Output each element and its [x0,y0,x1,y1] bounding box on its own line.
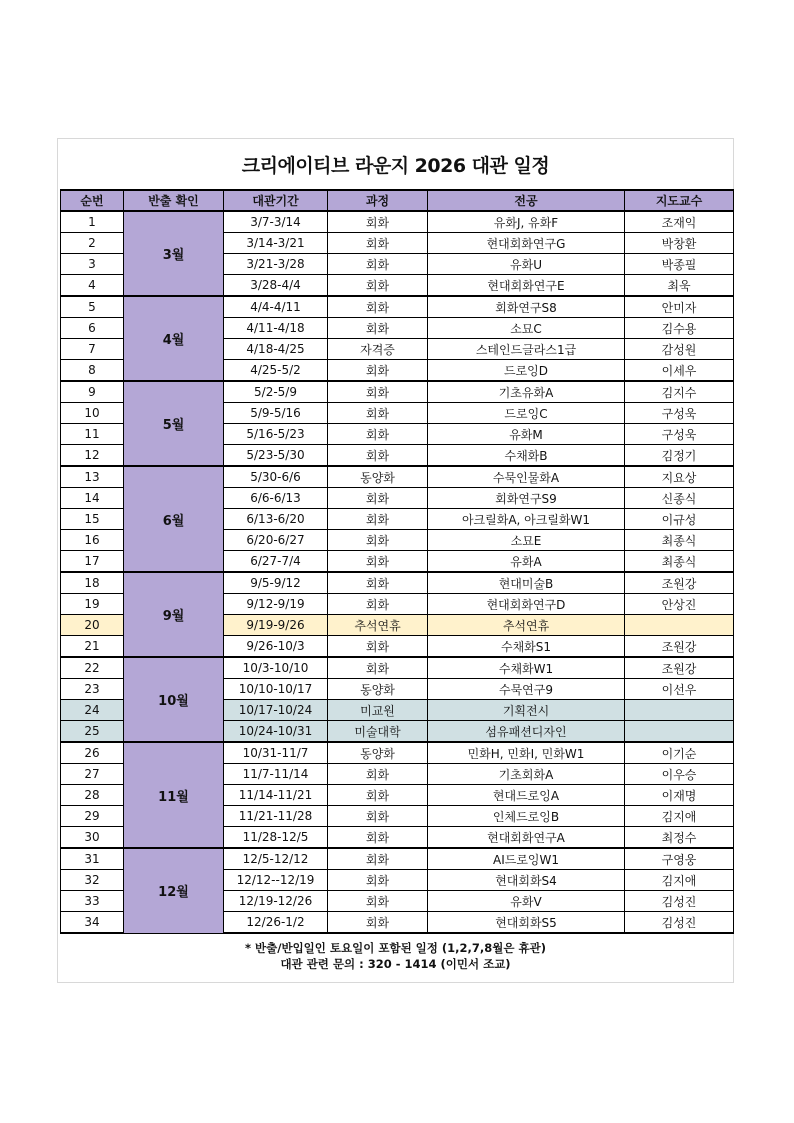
row-number: 6 [61,318,124,339]
row-major: 드로잉C [428,403,625,424]
row-major: 현대회화연구D [428,594,625,615]
row-period: 4/11-4/18 [224,318,328,339]
row-course: 회화 [328,785,428,806]
row-course: 회화 [328,551,428,573]
row-period: 6/20-6/27 [224,530,328,551]
row-major: 현대드로잉A [428,785,625,806]
row-number: 26 [61,742,124,764]
row-period: 9/5-9/12 [224,572,328,594]
row-major: 유화V [428,891,625,912]
row-major: AI드로잉W1 [428,848,625,870]
row-professor: 김지수 [625,381,734,403]
row-major: 민화H, 민화I, 민화W1 [428,742,625,764]
row-professor: 조원강 [625,657,734,679]
table-row [61,381,734,403]
header-course: 과정 [328,190,428,211]
row-course: 회화 [328,254,428,275]
row-number: 33 [61,891,124,912]
row-number: 1 [61,211,124,233]
row-course: 회화 [328,764,428,785]
row-course: 회화 [328,296,428,318]
row-course: 회화 [328,445,428,467]
row-number: 28 [61,785,124,806]
row-course: 회화 [328,848,428,870]
row-professor: 이규성 [625,509,734,530]
row-period: 11/14-11/21 [224,785,328,806]
header-number: 순번 [61,190,124,211]
row-professor [625,615,734,636]
row-number: 29 [61,806,124,827]
row-course: 동양화 [328,466,428,488]
row-course: 회화 [328,381,428,403]
row-period: 10/10-10/17 [224,679,328,700]
row-professor: 구성욱 [625,403,734,424]
row-number: 25 [61,721,124,743]
row-period: 5/30-6/6 [224,466,328,488]
row-professor: 안상진 [625,594,734,615]
row-major: 현대회화연구G [428,233,625,254]
schedule-table [60,189,734,934]
row-period: 6/27-7/4 [224,551,328,573]
row-major: 유화A [428,551,625,573]
row-period: 11/7-11/14 [224,764,328,785]
row-professor: 김지애 [625,870,734,891]
row-course: 회화 [328,827,428,849]
table-header-row [61,190,734,211]
table-row [61,657,734,679]
row-course: 회화 [328,211,428,233]
row-major: 수채화S1 [428,636,625,658]
row-professor: 이우승 [625,764,734,785]
row-course: 회화 [328,233,428,254]
table-row [61,211,734,233]
row-period: 11/21-11/28 [224,806,328,827]
row-major: 현대회화연구A [428,827,625,849]
row-period: 10/31-11/7 [224,742,328,764]
row-professor: 이세우 [625,360,734,382]
row-course: 미술대학 [328,721,428,743]
row-professor: 이선우 [625,679,734,700]
row-professor: 감성원 [625,339,734,360]
row-period: 3/7-3/14 [224,211,328,233]
row-period: 10/3-10/10 [224,657,328,679]
row-period: 9/12-9/19 [224,594,328,615]
row-major: 스테인드글라스1급 [428,339,625,360]
row-course: 추석연휴 [328,615,428,636]
month-cell: 3월 [124,211,224,296]
row-number: 5 [61,296,124,318]
row-period: 9/19-9/26 [224,615,328,636]
row-number: 19 [61,594,124,615]
row-period: 3/21-3/28 [224,254,328,275]
row-number: 16 [61,530,124,551]
month-cell: 10월 [124,657,224,742]
row-course: 회화 [328,360,428,382]
row-major: 드로잉D [428,360,625,382]
row-professor: 안미자 [625,296,734,318]
row-course: 미교원 [328,700,428,721]
row-number: 24 [61,700,124,721]
schedule-document [57,138,734,983]
table-body [61,211,734,933]
row-major: 수채화B [428,445,625,467]
row-period: 12/19-12/26 [224,891,328,912]
row-period: 3/14-3/21 [224,233,328,254]
month-cell: 6월 [124,466,224,572]
row-period: 12/12--12/19 [224,870,328,891]
row-course: 회화 [328,891,428,912]
row-number: 27 [61,764,124,785]
row-period: 5/16-5/23 [224,424,328,445]
row-major: 기획전시 [428,700,625,721]
row-number: 4 [61,275,124,297]
row-professor: 이재명 [625,785,734,806]
row-course: 회화 [328,870,428,891]
row-major: 유화J, 유화F [428,211,625,233]
footnote-line-2: 대관 관련 문의 : 320 - 1414 (이민서 조교) [280,957,511,971]
row-course: 동양화 [328,742,428,764]
row-number: 23 [61,679,124,700]
row-professor: 구성욱 [625,424,734,445]
row-number: 13 [61,466,124,488]
footnote [58,940,733,972]
month-cell: 5월 [124,381,224,466]
row-major: 아크릴화A, 아크릴화W1 [428,509,625,530]
header-major: 전공 [428,190,625,211]
row-period: 4/4-4/11 [224,296,328,318]
row-major: 현대회화S4 [428,870,625,891]
row-period: 5/2-5/9 [224,381,328,403]
table-row [61,742,734,764]
row-course: 회화 [328,572,428,594]
row-number: 7 [61,339,124,360]
page-title: 크리에이티브 라운지 2026 대관 일정 [241,155,550,177]
row-major: 현대미술B [428,572,625,594]
row-course: 자격증 [328,339,428,360]
row-professor: 김성진 [625,912,734,934]
row-number: 31 [61,848,124,870]
row-number: 30 [61,827,124,849]
row-major: 수묵인물화A [428,466,625,488]
row-professor: 최종식 [625,551,734,573]
row-period: 4/18-4/25 [224,339,328,360]
row-number: 21 [61,636,124,658]
row-course: 회화 [328,275,428,297]
row-professor: 김정기 [625,445,734,467]
table-row [61,848,734,870]
row-course: 회화 [328,488,428,509]
row-period: 11/28-12/5 [224,827,328,849]
row-course: 회화 [328,424,428,445]
row-course: 회화 [328,806,428,827]
row-professor: 박창환 [625,233,734,254]
row-major: 유화M [428,424,625,445]
row-course: 회화 [328,636,428,658]
row-period: 6/6-6/13 [224,488,328,509]
row-professor: 최욱 [625,275,734,297]
row-major: 섬유패션디자인 [428,721,625,743]
row-number: 17 [61,551,124,573]
row-period: 12/26-1/2 [224,912,328,934]
row-period: 5/23-5/30 [224,445,328,467]
row-period: 9/26-10/3 [224,636,328,658]
row-major: 현대회화S5 [428,912,625,934]
row-number: 8 [61,360,124,382]
row-major: 유화U [428,254,625,275]
row-professor [625,721,734,743]
row-major: 수채화W1 [428,657,625,679]
row-major: 기초유화A [428,381,625,403]
row-period: 12/5-12/12 [224,848,328,870]
row-major: 수묵연구9 [428,679,625,700]
row-course: 회화 [328,530,428,551]
row-number: 15 [61,509,124,530]
row-major: 추석연휴 [428,615,625,636]
row-course: 회화 [328,657,428,679]
row-professor: 조재익 [625,211,734,233]
row-professor: 조원강 [625,572,734,594]
row-number: 34 [61,912,124,934]
header-period: 대관기간 [224,190,328,211]
row-number: 18 [61,572,124,594]
footnote-line-1: * 반출/반입일인 토요일이 포함된 일정 (1,2,7,8월은 휴관) [245,941,546,955]
row-number: 32 [61,870,124,891]
month-cell: 9월 [124,572,224,657]
row-number: 12 [61,445,124,467]
row-course: 회화 [328,912,428,934]
row-major: 기초회화A [428,764,625,785]
table-row [61,296,734,318]
row-major: 회화연구S9 [428,488,625,509]
row-course: 동양화 [328,679,428,700]
row-course: 회화 [328,509,428,530]
row-major: 현대회화연구E [428,275,625,297]
row-number: 14 [61,488,124,509]
row-period: 10/24-10/31 [224,721,328,743]
month-cell: 12월 [124,848,224,933]
row-period: 5/9-5/16 [224,403,328,424]
table-row [61,466,734,488]
month-cell: 4월 [124,296,224,381]
header-month-check: 반출 확인 [124,190,224,211]
row-professor: 김지애 [625,806,734,827]
row-course: 회화 [328,318,428,339]
row-number: 20 [61,615,124,636]
row-period: 3/28-4/4 [224,275,328,297]
month-cell: 11월 [124,742,224,848]
row-period: 6/13-6/20 [224,509,328,530]
row-professor: 김성진 [625,891,734,912]
row-professor: 박종필 [625,254,734,275]
row-professor: 김수용 [625,318,734,339]
row-professor: 최정수 [625,827,734,849]
header-professor: 지도교수 [625,190,734,211]
row-professor: 구영웅 [625,848,734,870]
row-professor [625,700,734,721]
row-major: 인체드로잉B [428,806,625,827]
row-major: 소묘E [428,530,625,551]
row-professor: 이기순 [625,742,734,764]
row-course: 회화 [328,403,428,424]
row-professor: 지요상 [625,466,734,488]
row-number: 10 [61,403,124,424]
table-row [61,572,734,594]
row-professor: 최종식 [625,530,734,551]
row-professor: 신종식 [625,488,734,509]
row-period: 4/25-5/2 [224,360,328,382]
row-course: 회화 [328,594,428,615]
row-number: 2 [61,233,124,254]
row-major: 회화연구S8 [428,296,625,318]
row-number: 22 [61,657,124,679]
row-number: 3 [61,254,124,275]
row-professor: 조원강 [625,636,734,658]
row-period: 10/17-10/24 [224,700,328,721]
row-major: 소묘C [428,318,625,339]
row-number: 11 [61,424,124,445]
row-number: 9 [61,381,124,403]
